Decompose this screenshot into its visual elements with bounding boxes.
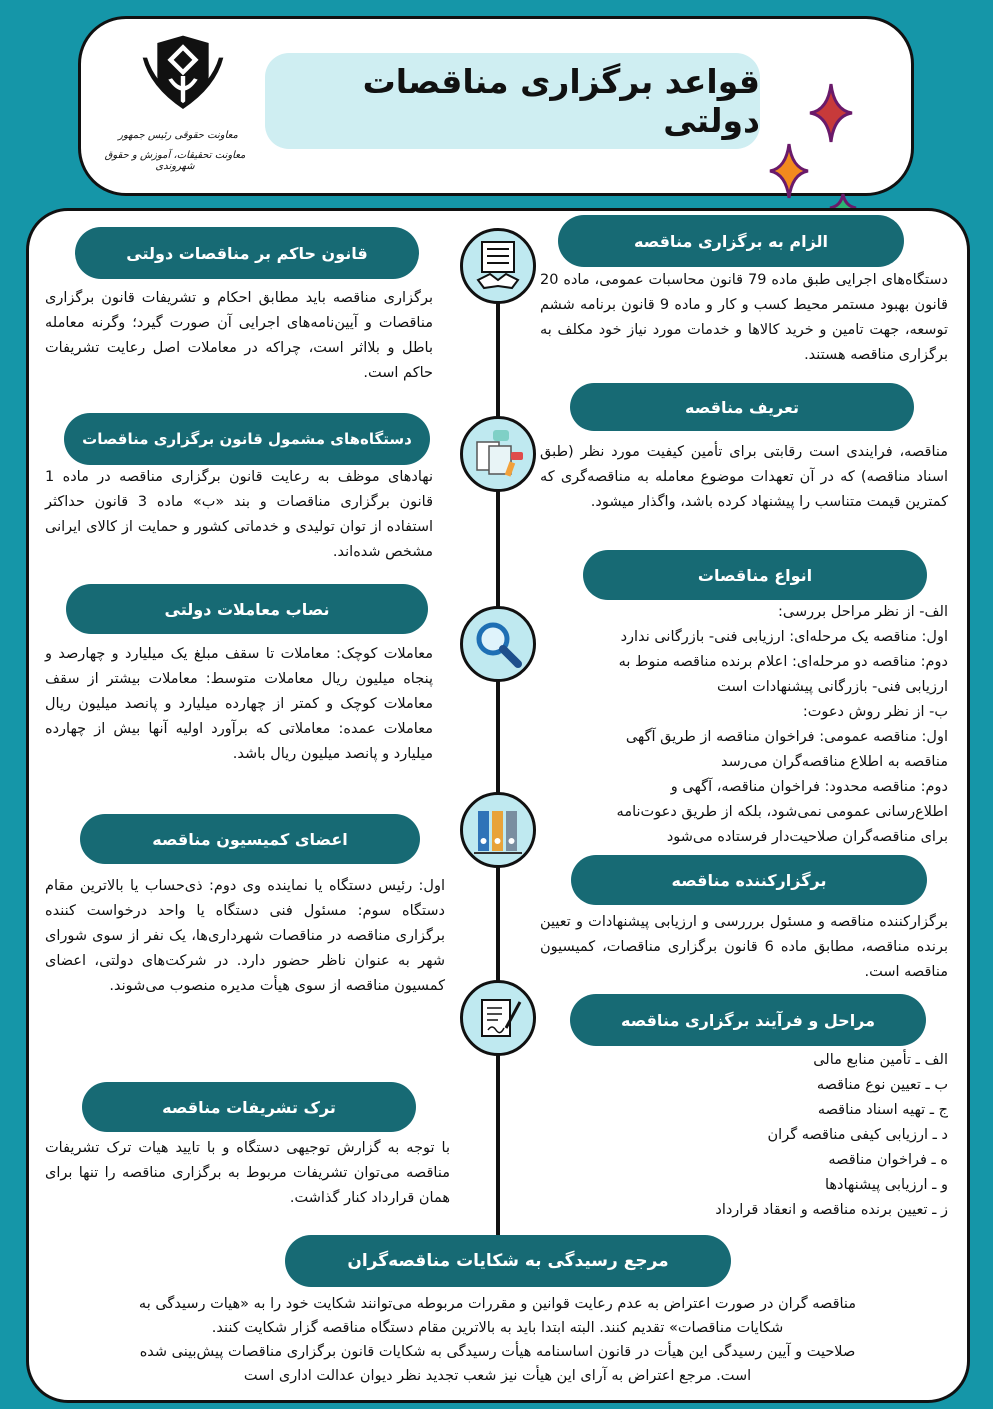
text-line: مناقصه گران در صورت اعتراض به عدم رعایت قوانین و مقررات مربوطه می‌توانند شکایت خود را به «هیات رسیدگی به [138, 1296, 857, 1312]
section-list [540, 600, 948, 850]
magnifier-icon [460, 606, 536, 682]
logo-caption-2: معاونت تحقیقات، آموزش و حقوق شهروندی [104, 150, 246, 172]
section-text: اول: رئیس دستگاه یا نماینده وی دوم: ذی‌حساب یا بالاترین مقام دستگاه سوم: مسئول فنی دستگاه یا واحد درخواست کننده برگزاری مناقصه در مناقصات شهرداری‌ها، یک نفر از سوی شورای شهر به عنوان ناظر حضور دارد. در شرکت‌های دولتی، اعضای کمسیون مناقصه از سوی هیأت مدیره منصوب می‌شوند. [45, 878, 445, 994]
list-item: د ـ ارزیابی کیفی مناقصه گران [767, 1127, 948, 1143]
list-item: مناقصه به اطلاع مناقصه‌گران می‌رسد [721, 754, 948, 770]
list-item: ه ـ فراخوان مناقصه [828, 1152, 948, 1168]
list-item: اول: مناقصه عمومی: فراخوان مناقصه از طریق آگهی [625, 729, 948, 745]
section-title: برگزارکننده مناقصه [571, 855, 927, 905]
documents-chat-icon [460, 416, 536, 492]
section-title: دستگاه‌های مشمول قانون برگزاری مناقصات [64, 413, 430, 465]
list-item: دوم: مناقصه محدود: فراخوان مناقصه، آگهی و [670, 779, 948, 795]
bottom-section-text [50, 1292, 945, 1388]
section-text: برگزارکننده مناقصه و مسئول برررسی و ارزیابی پیشنهادات و تعیین برنده مناقصه، مطابق ماده 6 قانون برگزاری مناقصات، کمیسیون مناقصه است. [540, 914, 948, 980]
section-title: قانون حاکم بر مناقصات دولتی [75, 227, 419, 279]
section-text: با توجه به گزارش توجیهی دستگاه و با تایید هیات ترک تشریفات مناقصه می‌توان تشریفات مربوط به برگزاری مناقصه را تنها برای همان قرارداد کنار گذاشت. [45, 1140, 450, 1206]
section-title: مراحل و فرآیند برگزاری مناقصه [570, 994, 926, 1046]
logo-emblem-icon [128, 26, 238, 126]
list-item: ارزیابی فنی- بازرگانی پیشنهادات است [717, 679, 948, 695]
section-title: نصاب معاملات دولتی [66, 584, 428, 634]
text-line: صلاحیت و آیین رسیدگی این هیأت در قانون اساسنامه هیأت رسیدگی به شکایات قانون برگزاری مناقصات پیش‌بینی شده [139, 1344, 856, 1360]
section-title: اعضای کمیسیون مناقصه [80, 814, 420, 864]
section-text: دستگاه‌های اجرایی طبق ماده 79 قانون محاسبات عمومی، ماده 20 قانون بهبود مستمر محیط کسب و کار و ماده 9 قانون برنامه ششم توسعه، جهت تامین و خرید کالاها و خدمات مورد نیاز خود مکلف به برگزاری مناقصه هستند. [540, 272, 948, 363]
section-list [540, 1048, 948, 1223]
binders-icon [460, 792, 536, 868]
section-text: مناقصه، فرایندی است رقابتی برای تأمین کیفیت مورد نظر (طبق اسناد مناقصه) که در آن تعهدات موضوع معامله به مناقصه‌گری که کمترین قیمت متناسب را پیشنهاد کرده باشد، واگذار میشود. [540, 444, 948, 510]
list-item: الف ـ تأمین منابع مالی [813, 1052, 948, 1068]
sparkle-icon [808, 82, 854, 144]
list-item: ب ـ تعیین نوع مناقصه [816, 1077, 948, 1093]
list-item: ز ـ تعیین برنده مناقصه و انعقاد قرارداد [715, 1202, 948, 1218]
list-item: ج ـ تهیه اسناد مناقصه [817, 1102, 948, 1118]
list-item: برای مناقصه‌گران صلاحیت‌دار فرستاده می‌شود [666, 829, 948, 845]
page-title: قواعد برگزاری مناقصات دولتی [265, 53, 760, 149]
section-title: الزام به برگزاری مناقصه [558, 215, 904, 267]
text-line: است. مرجع اعتراض به آرای این هیأت نیز شعب تجدید نظر دیوان عدالت اداری است [243, 1368, 752, 1384]
list-item: اطلاع‌رسانی عمومی نمی‌شود، بلکه از طریق دعوت‌نامه [616, 804, 948, 820]
checklist-handshake-icon [460, 228, 536, 304]
section-text: نهادهای موظف به رعایت قانون برگزاری مناقصه در ماده 1 قانون برگزاری مناقصات و بند «ب» ماده 3 قانون حداکثر استفاده از توان تولیدی و خدماتی کشور و حمایت از کالای ایرانی مشخص شده‌اند. [45, 469, 433, 560]
section-text: برگزاری مناقصه باید مطابق احکام و تشریفات قانون برگزاری مناقصات و آیین‌نامه‌های اجرایی آن صورت گیرد؛ وگرنه معامله باطل و بلااثر است، چراکه در معاملات اصل رعایت تشریفات حاکم است. [45, 290, 433, 381]
list-item: الف- از نظر مراحل بررسی: [778, 604, 948, 620]
bottom-section-title: مرجع رسیدگی به شکایات مناقصه‌گران [285, 1235, 731, 1287]
section-title: تعریف مناقصه [570, 383, 914, 431]
section-text: معاملات کوچک: معاملات تا سقف مبلغ یک میلیارد و چهارصد و پنجاه میلیون ریال معاملات متوسط: معاملات بیشتر از سقف معاملات کوچک و کمتر از چهارده میلیارد و پانصد میلیون ریال معاملات عمده: معاملاتی که برآورد اولیه آنها بیش از چهارده میلیارد و پانصد میلیون ریال باشد. [45, 646, 433, 762]
list-item: و ـ ارزیابی پیشنهادها [824, 1177, 948, 1193]
list-item: دوم: مناقصه دو مرحله‌ای: اعلام برنده مناقصه منوط به [618, 654, 948, 670]
logo-caption-1: معاونت حقوقی رئیس جمهور [118, 130, 238, 141]
list-item: اول: مناقصه یک مرحله‌ای: ارزیابی فنی- بازرگانی ندارد [620, 629, 948, 645]
contract-pen-icon [460, 980, 536, 1056]
section-title: ترک تشریفات مناقصه [82, 1082, 416, 1132]
list-item: ب- از نظر روش دعوت: [802, 704, 948, 720]
sparkle-icon [768, 142, 810, 200]
text-line: شکایات مناقصات» تقدیم کنند. البته ابتدا باید به بالاترین مقام دستگاه مناقصه گزار شکایت کنند. [211, 1320, 784, 1336]
section-title: انواع مناقصات [583, 550, 927, 600]
